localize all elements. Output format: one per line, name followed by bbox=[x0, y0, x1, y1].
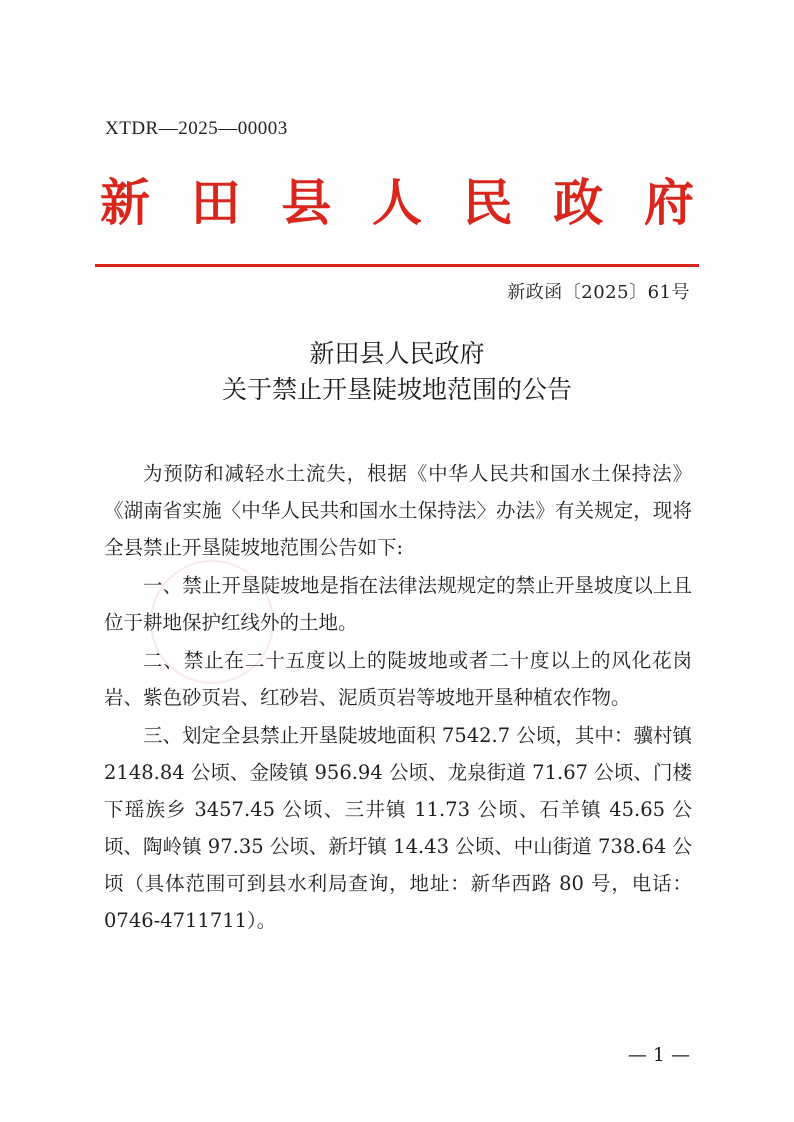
issuer-char: 田 bbox=[190, 174, 241, 232]
body-paragraph: 三、划定全县禁止开垦陡坡地面积 7542.7 公顷，其中：骥村镇 2148.84 公顷、金陵镇 956.94 公顷、龙泉街道 71.67 公顷、门楼下瑶族乡 3457.45 公顷、三井镇 11.73 公顷、石羊镇 45.65 公顷、陶岭镇 97.35 公顷、新圩镇 14.43 公顷、中山街道 738.64 公顷（具体范围可到县水利局查询，地址：新华西路 80 号，电话：0746-4711711）。 bbox=[104, 724, 692, 932]
header-divider bbox=[95, 264, 699, 267]
issuer-char: 政 bbox=[553, 174, 604, 232]
issuer-char: 人 bbox=[371, 174, 422, 232]
body-paragraph: 为预防和减轻水土流失，根据《中华人民共和国水土保持法》《湖南省实施〈中华人民共和国水土保持法〉办法》有关规定，现将全县禁止开垦陡坡地范围公告如下: bbox=[104, 462, 692, 559]
issuer-char: 府 bbox=[643, 174, 694, 232]
issuer-char: 县 bbox=[281, 174, 332, 232]
document-code: XTDR—2025—00003 bbox=[105, 118, 288, 139]
body-paragraph: 二、禁止在二十五度以上的陡坡地或者二十度以上的风化花岗岩、紫色砂页岩、红砂岩、泥质页岩等坡地开垦种植农作物。 bbox=[104, 649, 692, 709]
notice-title-line2: 关于禁止开垦陡坡地范围的公告 bbox=[221, 375, 572, 404]
notice-body bbox=[104, 455, 692, 940]
issuer-char: 民 bbox=[462, 174, 513, 232]
body-paragraph: 一、禁止开垦陡坡地是指在法律法规规定的禁止开垦坡度以上且位于耕地保护红线外的土地。 bbox=[104, 574, 692, 634]
page-number: — 1 — bbox=[627, 1044, 690, 1066]
notice-title-line1: 新田县人民政府 bbox=[309, 339, 485, 368]
issuer-char: 新 bbox=[100, 174, 150, 232]
document-number: 新政函〔2025〕61号 bbox=[507, 282, 690, 303]
notice-title bbox=[0, 336, 794, 408]
issuer-header bbox=[100, 168, 694, 238]
